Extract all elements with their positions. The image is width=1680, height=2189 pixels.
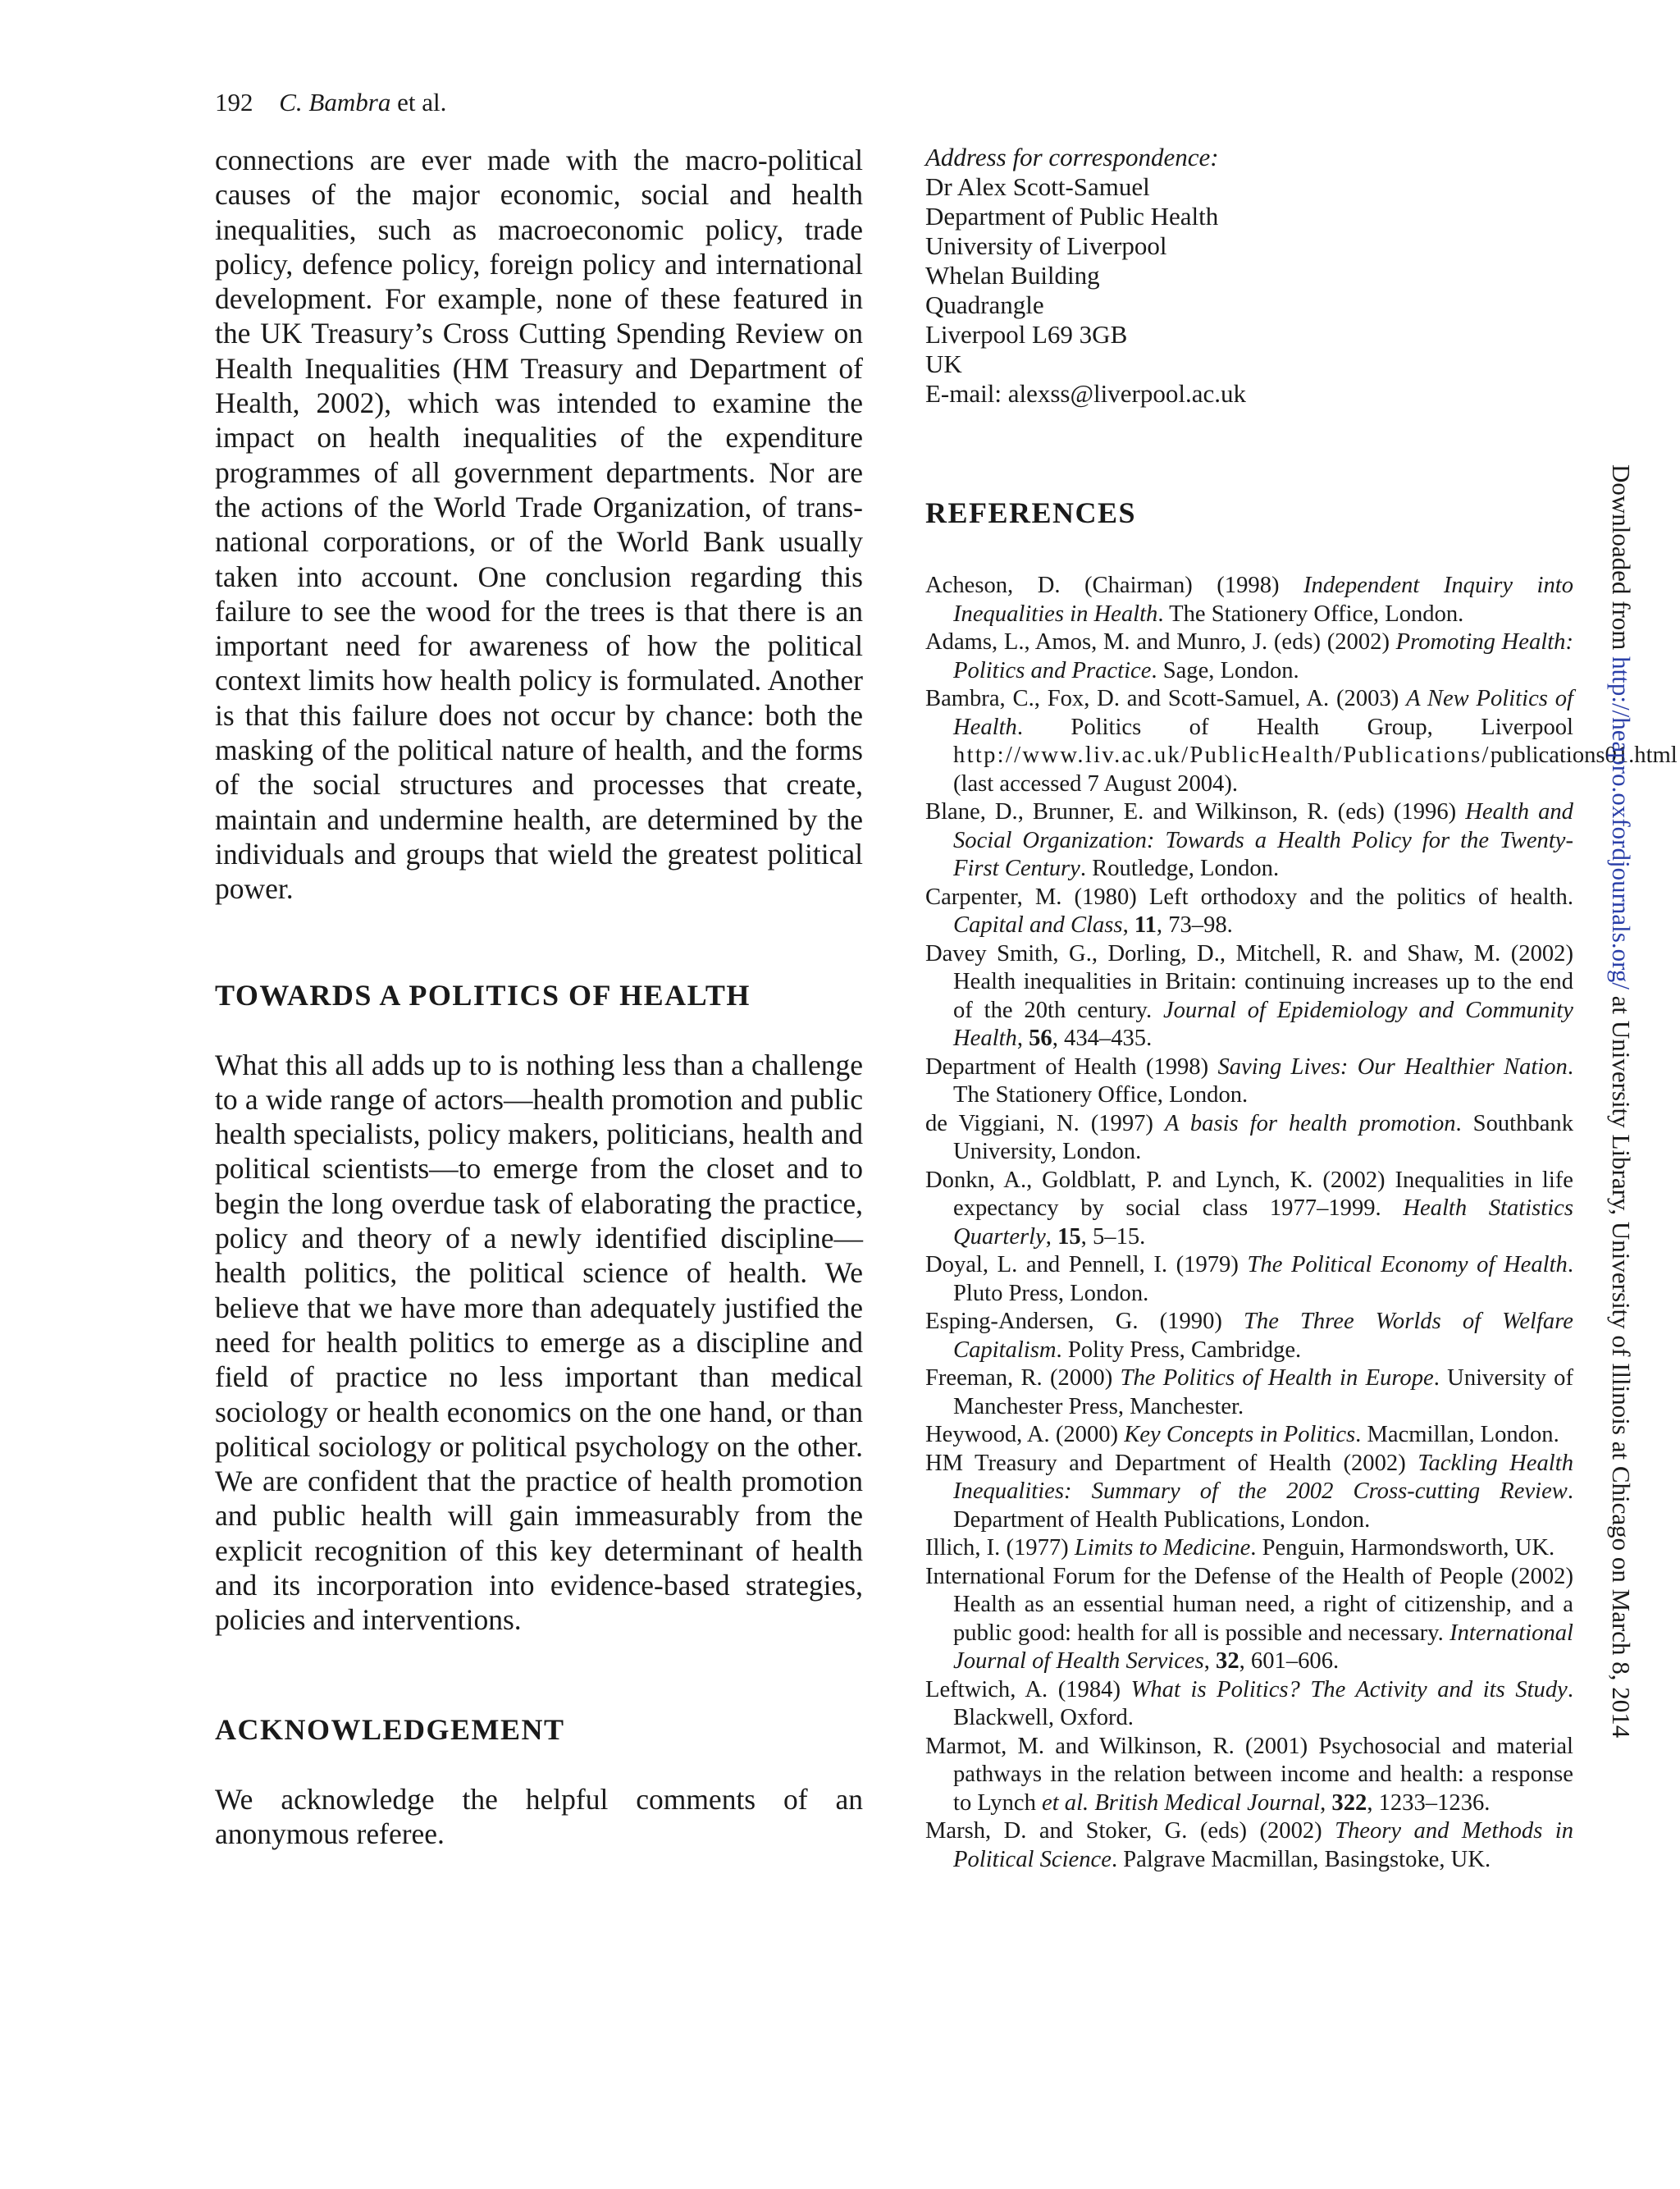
address-line: Dr Alex Scott-Samuel [925,172,1150,201]
reference-title: A New Politics of Health [953,686,1573,740]
reference-text: . Macmillan, London. [1355,1422,1559,1447]
reference-title: et al. British Medical Journal [1042,1789,1321,1816]
section-heading-references: REFERENCES [925,496,1137,529]
reference-item [925,1308,1573,1364]
reference-text: , [1203,1648,1217,1674]
reference-item [925,1364,1573,1421]
reference-text: , 1233–1236. [1367,1789,1491,1816]
reference-text: . Department of Health Publications, London. [953,1478,1573,1533]
reference-text: Leftwich, A. (1984) [925,1676,1131,1702]
left-column [215,143,863,1851]
reference-title: Limits to Medicine [1074,1535,1251,1561]
running-head-suffix: et al. [397,88,447,117]
reference-item [925,1534,1573,1563]
reference-item [925,940,1573,1053]
reference-title: Health Statistics Quarterly [953,1195,1574,1250]
reference-title: Promoting Health: Politics and Practice [953,629,1573,683]
reference-text: , 5–15. [1080,1223,1146,1250]
reference-text: . Pluto Press, London. [953,1252,1573,1306]
reference-text: Doyal, L. and Pennell, I. (1979) [925,1252,1248,1277]
reference-item [925,1110,1573,1167]
reference-text: , 434–435. [1052,1026,1153,1051]
reference-item [925,1817,1573,1874]
reference-volume: 56 [1029,1026,1052,1051]
continued-paragraph: connections are ever made with the macro-political causes of the major economic, social and health inequalities, such as macroeconomic policy, trade policy, defence policy, foreign policy and international development. For example, none of these featured in the UK Treasury’s Cross Cutting Spending Review on Health Inequalities (HM Treasury and Department of Health, 2002), which was intended to examine the impact on health inequalities of the expenditure programmes of all government departments. Nor are the actions of the World Trade Organization, of trans-national corporations, or of the World Bank usually taken into account. One conclusion regarding this failure to see the wood for the trees is that there is an important need for awareness of how the political context limits how health policy is formulated. Another is that this failure does not occur by chance: both the masking of the political nature of health, and the forms of the social structures and processes that create, maintain and undermine health, are determined by the individuals and groups that wield the greatest political power. [215,144,863,906]
reference-text: Department of Health (1998) [925,1053,1218,1080]
reference-url: http://www.liv.ac.uk/PublicHealth/Publications/ [953,743,1491,768]
reference-text: . University of Manchester Press, Manchester. [953,1365,1573,1419]
reference-volume: 32 [1216,1648,1239,1674]
reference-volume: 322 [1331,1789,1367,1816]
reference-item [925,685,1678,798]
reference-title: Capital and Class [953,912,1123,938]
reference-text: . Politics of Health Group, Liverpool [1016,714,1573,740]
reference-text: HM Treasury and Department of Health (2002) [925,1450,1418,1476]
reference-item [925,628,1573,685]
reference-item [925,1563,1573,1676]
reference-item [925,798,1573,884]
reference-text: . The Stationery Office, London. [953,1053,1573,1108]
address-line: Whelan Building [925,261,1100,290]
reference-volume: 15 [1057,1223,1081,1250]
running-head [215,86,446,119]
address-line: Department of Public Health [925,202,1219,231]
reference-title: Theory and Methods in Political Science [953,1818,1573,1872]
reference-text: Marmot, M. and Wilkinson, R. (2001) Psychosocial and material pathways in the relation between income and health: a response to Lynch [925,1733,1573,1816]
reference-text: Bambra, C., Fox, D. and Scott-Samuel, A. (2003) [925,686,1407,711]
reference-item [925,1733,1573,1818]
download-note-suffix: at University Library, University of Illinois at Chicago on March 8, 2014 [1607,989,1636,1739]
address-label: Address for correspondence: [925,143,1219,171]
reference-text: Freeman, R. (2000) [925,1365,1121,1391]
reference-text: . Penguin, Harmondsworth, UK. [1250,1535,1555,1561]
reference-text: publications01.html (last accessed 7 August 2004). [953,743,1678,797]
section-heading-towards: TOWARDS A POLITICS OF HEALTH [215,978,751,1012]
reference-title: Tackling Health Inequalities: Summary of the 2002 Cross-cutting Review [953,1450,1573,1504]
reference-text: , [1045,1223,1058,1250]
reference-text: . Sage, London. [1151,657,1299,683]
reference-title: The Political Economy of Health [1247,1252,1568,1277]
address-line: Liverpool L69 3GB [925,320,1128,349]
reference-text: Davey Smith, G., Dorling, D., Mitchell, R. and Shaw, M. (2002) Health inequalities in Britain: continuing increases up to the end of the 20th century. [925,940,1573,1023]
reference-text: Illich, I. (1977) [925,1535,1075,1561]
reference-title: Independent Inquiry into Inequalities in Health [953,573,1574,627]
address-email: E-mail: alexss@liverpool.ac.uk [925,379,1246,408]
reference-text: . Palgrave Macmillan, Basingstoke, UK. [1111,1846,1491,1872]
reference-text: . Southbank University, London. [953,1110,1573,1164]
reference-title: The Politics of Health in Europe [1120,1365,1434,1391]
reference-item [925,1053,1573,1110]
reference-text: International Forum for the Defense of the Health of People (2002) Health as an essential human need, a right of citizenship, and a public good: health for all is possible and necessary. [925,1563,1573,1646]
reference-title: Saving Lives: Our Healthier Nation [1217,1053,1568,1080]
reference-item [925,1167,1573,1252]
download-link[interactable]: http://heapro.oxfordjournals.org/ [1607,656,1636,989]
reference-text: , [1320,1789,1332,1816]
reference-text: , [1016,1026,1029,1051]
reference-item [925,1450,1573,1535]
acknowledgement-paragraph: We acknowledge the helpful comments of an anonymous referee. [215,1782,863,1850]
reference-title: Key Concepts in Politics [1124,1422,1356,1447]
reference-item [925,1421,1573,1450]
page-number: 192 [215,88,253,117]
reference-text: Carpenter, M. (1980) Left orthodoxy and the politics of health. [925,884,1573,910]
reference-text: Donkn, A., Goldblatt, P. and Lynch, K. (2002) Inequalities in life expectancy by social class 1977–1999. [925,1167,1573,1221]
download-note-prefix: Downloaded from [1607,464,1636,657]
address-line: Quadrangle [925,290,1044,319]
reference-text: Acheson, D. (Chairman) (1998) [925,573,1304,598]
download-note [1606,464,1636,1738]
reference-text: , [1122,912,1134,938]
reference-text: de Viggiani, N. (1997) [925,1110,1165,1136]
reference-title: The Three Worlds of Welfare Capitalism [953,1309,1573,1363]
reference-text: Blane, D., Brunner, E. and Wilkinson, R. (eds) (1996) [925,799,1466,825]
reference-text: , 601–606. [1239,1648,1340,1674]
reference-title: A basis for health promotion [1164,1110,1456,1136]
reference-text: Adams, L., Amos, M. and Munro, J. (eds) (2002) [925,629,1396,655]
section-heading-acknowledgement: ACKNOWLEDGEMENT [215,1712,565,1746]
reference-title: International Journal of Health Services [953,1620,1573,1674]
reference-text: . The Stationery Office, London. [1157,601,1464,627]
reference-title: Journal of Epidemiology and Community Health [953,997,1573,1051]
reference-text: . Polity Press, Cambridge. [1056,1337,1302,1363]
reference-text: Esping-Andersen, G. (1990) [925,1309,1244,1334]
reference-title: Health and Social Organization: Towards a Health Policy for the Twenty-First Century [953,799,1573,881]
reference-text: . Blackwell, Oxford. [953,1676,1573,1730]
reference-item [925,1676,1573,1733]
reference-volume: 11 [1134,912,1157,938]
address-line: University of Liverpool [925,231,1167,260]
reference-text: Heywood, A. (2000) [925,1422,1125,1447]
reference-item [925,572,1573,628]
reference-text: , 73–98. [1156,912,1233,938]
correspondence-address [925,143,1573,409]
reference-item [925,884,1573,940]
address-line: UK [925,350,962,378]
reference-item [925,1251,1573,1308]
reference-text: . Routledge, London. [1080,856,1280,881]
reference-text: Marsh, D. and Stoker, G. (eds) (2002) [925,1818,1335,1844]
running-head-author: C. Bambra [279,88,391,117]
reference-title: What is Politics? The Activity and its Study [1130,1676,1568,1702]
towards-paragraph: What this all adds up to is nothing less than a challenge to a wide range of actors—health promotion and public health specialists, policy makers, politicians, health and political scientists—to emerge from the closet and to begin the long overdue task of elaborating the practice, policy and theory of a newly identified discipline—health politics, the political science of health. We believe that we have more than adequately justified the need for health politics to emerge as a discipline and field of practice no less important than medical sociology or health economics on the one hand, or than political sociology or political psychology on the other. We are confident that the practice of health promotion and public health will gain immeasurably from the explicit recognition of this key determinant of health and its incorporation into evidence-based strategies, policies and interventions. [215,1048,863,1637]
